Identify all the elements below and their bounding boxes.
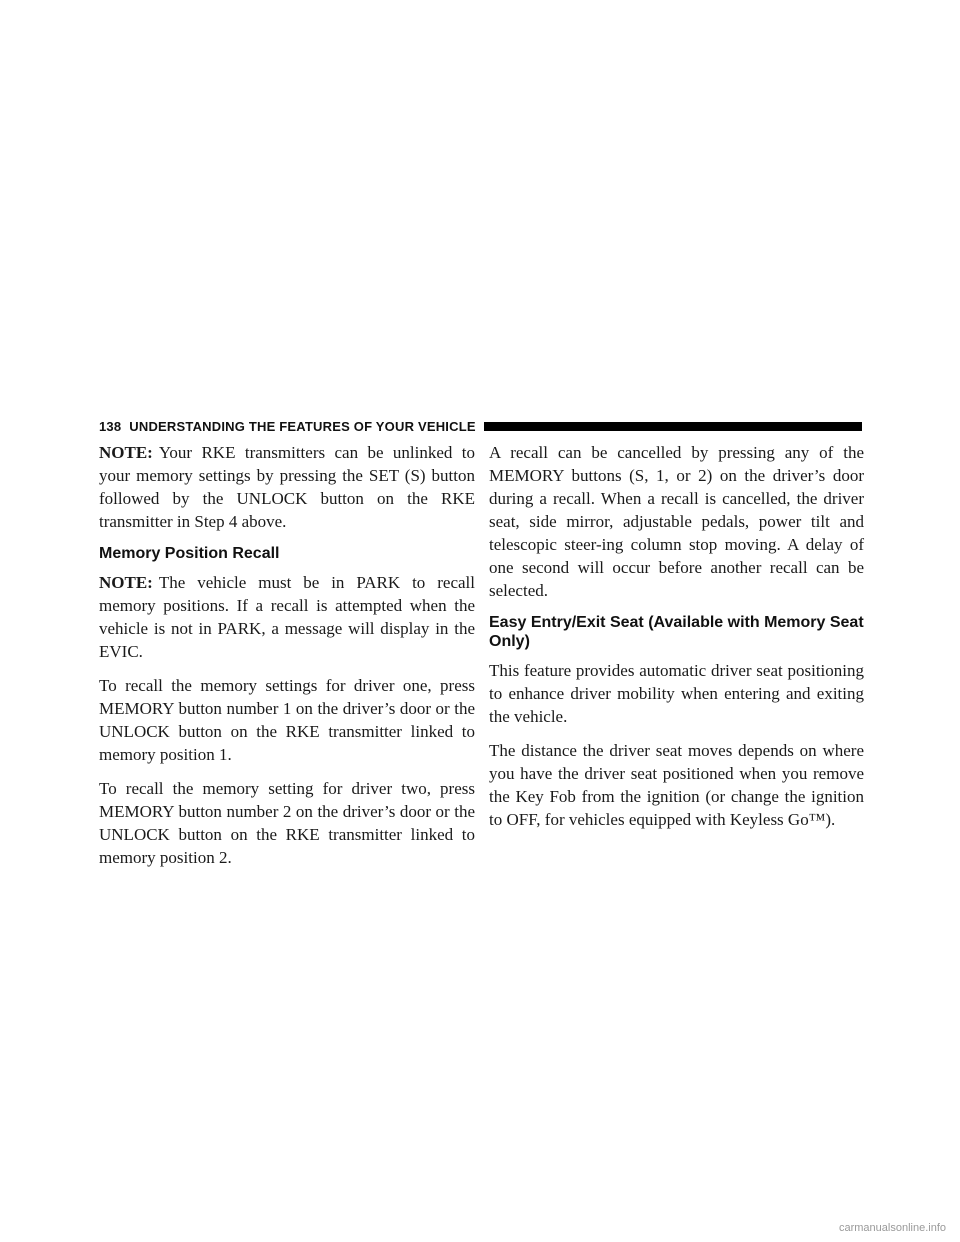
heading-easy-entry-exit: Easy Entry/Exit Seat (Available with Memory Seat Only) [489,614,864,650]
page-header [99,418,862,434]
paragraph-recall-cancel: A recall can be cancelled by pressing any of the MEMORY buttons (S, 1, or 2) on the driver’s door during a recall. When a recall is cancelled, the driver seat, side mirror, adjustable pedals, power tilt and telescopic steer-ing column stop moving. A delay of one second will occur before another recall can be selected. [489,443,864,600]
note-label: NOTE: [99,573,153,592]
note-park [99,571,475,663]
note-text: The vehicle must be in PARK to recall memory positions. If a recall is attempted when the vehicle is not in PARK, a message will display in the EVIC. [99,573,475,661]
page-number: 138 [99,418,122,434]
paragraph-feature: This feature provides automatic driver seat positioning to enhance driver mobility when entering and exiting the vehicle. [489,661,864,726]
section-title: UNDERSTANDING THE FEATURES OF YOUR VEHICLE [129,418,476,434]
note-text: Your RKE transmitters can be unlinked to your memory settings by pressing the SET (S) button followed by the UNLOCK button on the RKE transmitter in Step 4 above. [99,443,475,531]
paragraph-distance: The distance the driver seat moves depends on where you have the driver seat positioned when you remove the Key Fob from the ignition (or change the ignition to OFF, for vehicles equipped with Keyless Go™). [489,741,864,829]
header-rule [484,422,862,431]
heading-memory-position-recall: Memory Position Recall [99,545,280,562]
left-column [99,441,475,880]
right-column [489,441,864,842]
note-unlink [99,441,475,533]
watermark-link[interactable]: carmanualsonline.info [838,1222,946,1234]
paragraph-driver-one: To recall the memory settings for driver one, press MEMORY button number 1 on the driver’s door or the UNLOCK button on the RKE transmitter linked to memory position 1. [99,676,475,764]
paragraph-driver-two: To recall the memory setting for driver two, press MEMORY button number 2 on the driver’s door or the UNLOCK button on the RKE transmitter linked to memory position 2. [99,779,475,867]
note-label: NOTE: [99,443,153,462]
